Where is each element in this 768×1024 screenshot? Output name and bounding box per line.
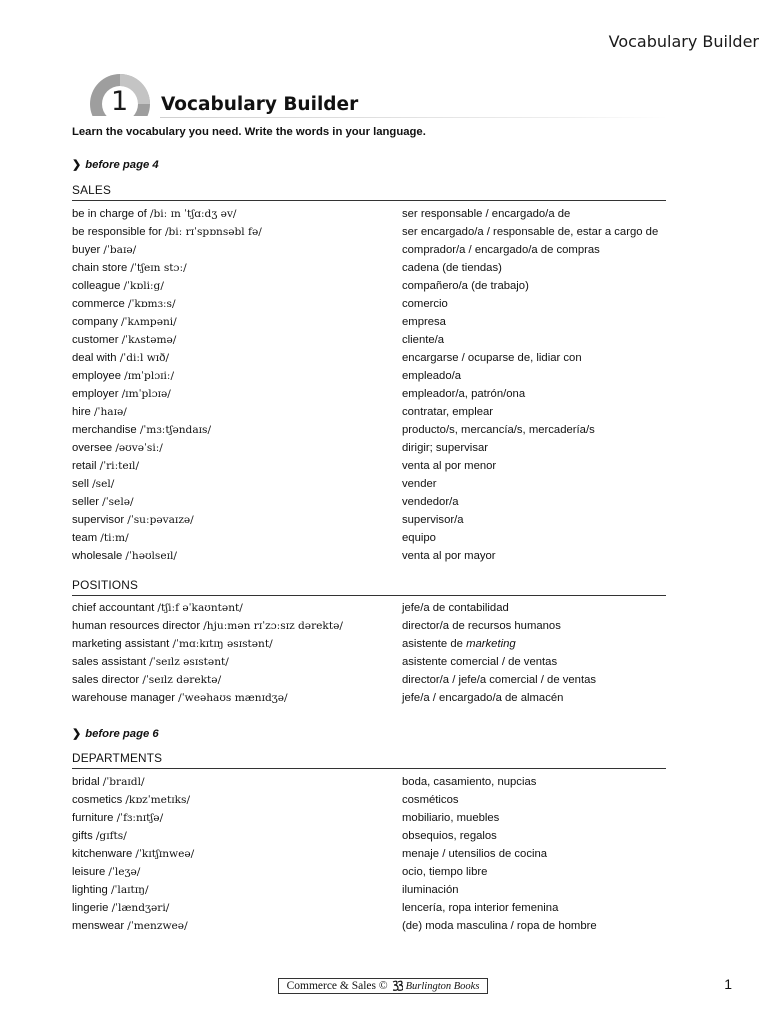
term-pronunciation: /tiːm/	[100, 532, 129, 544]
vocab-row	[72, 845, 692, 863]
vocab-row	[72, 689, 692, 707]
term-pronunciation: /ˈkʌstəmə/	[121, 334, 177, 346]
vocab-term	[72, 259, 187, 277]
vocab-row	[72, 493, 692, 511]
term-pronunciation: /ˈfɜːnɪtʃə/	[116, 812, 164, 824]
vocab-row	[72, 635, 692, 653]
term-pronunciation: /ˈweəhaʊs mænɪdʒə/	[178, 692, 288, 704]
vocab-term	[72, 599, 243, 617]
term-word: merchandise	[72, 424, 137, 436]
term-pronunciation: /gɪfts/	[95, 830, 127, 842]
term-pronunciation: /ˈdiːl wɪð/	[119, 352, 170, 364]
term-word: chain store	[72, 262, 128, 274]
term-pronunciation: /ˈtʃeɪn stɔː/	[130, 262, 187, 274]
term-pronunciation: /ˈsuːpəvaɪzə/	[127, 514, 194, 526]
term-pronunciation: /ˈkʌmpəni/	[120, 316, 177, 328]
term-pronunciation: /ˈmenzweə/	[127, 920, 188, 932]
vocab-term	[72, 475, 114, 493]
vocab-row	[72, 917, 692, 935]
vocab-row	[72, 511, 692, 529]
vocab-translation: vender	[402, 478, 437, 490]
vocab-row	[72, 599, 692, 617]
vocab-translation: venta al por mayor	[402, 550, 496, 562]
term-pronunciation: /ɪmˈplɔɪiː/	[124, 370, 175, 382]
term-word: cosmetics	[72, 794, 123, 806]
footer-book: Commerce & Sales ©	[286, 980, 388, 992]
vocab-row	[72, 385, 692, 403]
vocab-row	[72, 547, 692, 565]
term-pronunciation: /ˈleʒə/	[108, 866, 141, 878]
vocab-term	[72, 635, 273, 653]
vocab-term	[72, 403, 127, 421]
term-pronunciation: /ˈseɪlz dərektə/	[142, 674, 222, 686]
vocab-row	[72, 331, 692, 349]
term-word: leisure	[72, 866, 106, 878]
term-pronunciation: /ɪmˈplɔɪə/	[121, 388, 171, 400]
vocab-term	[72, 773, 145, 791]
vocab-row	[72, 295, 692, 313]
term-word: warehouse manager	[72, 692, 175, 704]
term-word: colleague	[72, 280, 121, 292]
vocab-translation: ocio, tiempo libre	[402, 866, 488, 878]
vocab-row	[72, 809, 692, 827]
vocab-row	[72, 223, 692, 241]
vocab-translation: equipo	[402, 532, 436, 544]
vocab-translation: asistente comercial / de ventas	[402, 656, 558, 668]
term-word: gifts	[72, 830, 93, 842]
unit-title: Vocabulary Builder	[161, 94, 359, 115]
vocab-row	[72, 671, 692, 689]
section-marker-page6	[72, 727, 159, 740]
vocab-translation: empleado/a	[402, 370, 462, 382]
term-word: oversee	[72, 442, 113, 454]
vocab-translation: supervisor/a	[402, 514, 464, 526]
vocab-translation: cadena (de tiendas)	[402, 262, 502, 274]
vocab-term	[72, 671, 221, 689]
term-word: commerce	[72, 298, 125, 310]
term-word: supervisor	[72, 514, 125, 526]
term-pronunciation: /ˈriːteɪl/	[99, 460, 140, 472]
term-pronunciation: /ˈselə/	[102, 496, 134, 508]
vocab-term	[72, 493, 134, 511]
term-pronunciation: /ˈbraɪdl/	[102, 776, 145, 788]
vocab-term	[72, 385, 171, 403]
vocab-term	[72, 689, 288, 707]
term-pronunciation: /kɒzˈmetɪks/	[125, 794, 191, 806]
vocab-translation	[402, 635, 516, 653]
term-pronunciation: /ˈkɒmɜːs/	[127, 298, 176, 310]
vocab-term	[72, 511, 194, 529]
term-word: deal with	[72, 352, 117, 364]
term-word: be in charge of	[72, 208, 147, 220]
chevron-right-icon: ❯	[72, 159, 82, 171]
page-number: 1	[724, 976, 732, 992]
vocab-row	[72, 349, 692, 367]
term-word: wholesale	[72, 550, 123, 562]
term-pronunciation: /ˈseɪlz əsɪstənt/	[149, 656, 229, 668]
vocab-row	[72, 457, 692, 475]
vocab-translation: mobiliario, muebles	[402, 812, 500, 824]
term-word: bridal	[72, 776, 100, 788]
running-head: Vocabulary Builder	[608, 32, 759, 51]
vocab-term	[72, 547, 177, 565]
vocab-term	[72, 349, 169, 367]
instructions: Learn the vocabulary you need. Write the words in your language.	[72, 126, 426, 138]
burlington-logo-icon	[391, 980, 403, 992]
vocab-term	[72, 313, 177, 331]
vocab-row	[72, 241, 692, 259]
vocab-translation: obsequios, regalos	[402, 830, 497, 842]
term-word: kitchenware	[72, 848, 133, 860]
vocab-translation: director/a / jefe/a comercial / de ventas	[402, 674, 597, 686]
term-pronunciation: /ˈkɪtʃɪnweə/	[135, 848, 195, 860]
vocab-row	[72, 791, 692, 809]
section-marker-page4	[72, 158, 159, 171]
vocab-term	[72, 367, 174, 385]
vocab-term	[72, 617, 343, 635]
vocab-translation: dirigir; supervisar	[402, 442, 489, 454]
vocab-term	[72, 223, 262, 241]
vocab-row	[72, 529, 692, 547]
marker-label: before page 4	[85, 159, 159, 171]
term-pronunciation: /ˈmɜːtʃəndaɪs/	[139, 424, 212, 436]
vocab-term	[72, 863, 140, 881]
vocab-row	[72, 827, 692, 845]
vocab-row	[72, 259, 692, 277]
term-pronunciation: /ˈbaɪə/	[103, 244, 137, 256]
term-word: lighting	[72, 884, 108, 896]
vocab-row	[72, 863, 692, 881]
term-word: lingerie	[72, 902, 109, 914]
term-word: company	[72, 316, 118, 328]
term-word: retail	[72, 460, 97, 472]
vocab-term	[72, 529, 129, 547]
vocab-term	[72, 653, 229, 671]
vocab-row	[72, 773, 692, 791]
vocab-term	[72, 809, 163, 827]
vocab-row	[72, 439, 692, 457]
vocab-translation: (de) moda masculina / ropa de hombre	[402, 920, 597, 932]
term-pronunciation: /ˈhəʊlseɪl/	[125, 550, 177, 562]
term-word: be responsible for	[72, 226, 162, 238]
unit-number: 1	[111, 86, 129, 117]
term-word: sell	[72, 478, 89, 490]
vocab-row	[72, 313, 692, 331]
vocab-translation: empleador/a, patrón/ona	[402, 388, 526, 400]
translation-emphasis: marketing	[466, 638, 516, 650]
section-heading-positions: POSITIONS	[72, 578, 666, 596]
term-word: furniture	[72, 812, 114, 824]
term-pronunciation: /ˈlaɪtɪŋ/	[110, 884, 149, 896]
term-pronunciation: /biː rɪˈspɒnsəbl fə/	[164, 226, 262, 238]
term-word: hire	[72, 406, 91, 418]
vocab-translation: vendedor/a	[402, 496, 459, 508]
term-pronunciation: /hjuːmən rɪˈzɔːsɪz dərektə/	[203, 620, 343, 632]
term-pronunciation: /sel/	[92, 478, 115, 490]
vocab-term	[72, 331, 176, 349]
word-list-departments	[72, 773, 692, 935]
vocab-term	[72, 205, 237, 223]
footer-publisher: Burlington Books	[405, 980, 480, 992]
vocab-translation: empresa	[402, 316, 446, 328]
footer-box	[278, 978, 488, 994]
vocab-row	[72, 899, 692, 917]
term-pronunciation: /ˈlændʒəri/	[111, 902, 170, 914]
term-pronunciation: /ˈmɑːkɪtɪŋ əsɪstənt/	[172, 638, 273, 650]
vocab-translation: lencería, ropa interior femenina	[402, 902, 559, 914]
vocab-term	[72, 439, 163, 457]
term-word: employee	[72, 370, 121, 382]
term-word: chief accountant	[72, 602, 155, 614]
vocab-translation: boda, casamiento, nupcias	[402, 776, 537, 788]
term-pronunciation: /əʊvəˈsiː/	[115, 442, 163, 454]
vocab-translation: iluminación	[402, 884, 459, 896]
vocab-row	[72, 617, 692, 635]
translation-text: asistente de	[402, 638, 467, 650]
term-word: customer	[72, 334, 119, 346]
chevron-right-icon: ❯	[72, 728, 82, 740]
vocab-term	[72, 827, 127, 845]
vocab-row	[72, 403, 692, 421]
vocab-row	[72, 205, 692, 223]
term-pronunciation: /ˈhaɪə/	[93, 406, 127, 418]
term-word: human resources director	[72, 620, 201, 632]
vocab-term	[72, 241, 136, 259]
term-word: seller	[72, 496, 99, 508]
vocab-translation: ser encargado/a / responsable de, estar a cargo de	[402, 226, 659, 238]
vocab-term	[72, 899, 169, 917]
vocab-term	[72, 457, 139, 475]
vocab-term	[72, 845, 194, 863]
vocab-translation: venta al por menor	[402, 460, 497, 472]
vocab-translation: comprador/a / encargado/a de compras	[402, 244, 600, 256]
vocab-translation: jefe/a de contabilidad	[402, 602, 509, 614]
vocab-translation: contratar, emplear	[402, 406, 494, 418]
vocab-term	[72, 277, 164, 295]
title-rule	[160, 117, 668, 118]
vocab-row	[72, 277, 692, 295]
term-word: marketing assistant	[72, 638, 170, 650]
term-word: sales director	[72, 674, 140, 686]
vocab-row	[72, 367, 692, 385]
term-word: sales assistant	[72, 656, 147, 668]
section-heading-sales: SALES	[72, 183, 666, 201]
vocab-term	[72, 881, 149, 899]
vocab-term	[72, 791, 190, 809]
term-pronunciation: /tʃiːf əˈkaʊntənt/	[157, 602, 243, 614]
vocab-row	[72, 881, 692, 899]
word-list-positions	[72, 599, 692, 707]
vocab-row	[72, 653, 692, 671]
term-word: team	[72, 532, 98, 544]
term-pronunciation: /biː ɪn ˈtʃɑːdʒ əv/	[149, 208, 237, 220]
marker-label: before page 6	[85, 728, 159, 740]
vocab-row	[72, 421, 692, 439]
term-word: menswear	[72, 920, 125, 932]
vocab-translation: ser responsable / encargado/a de	[402, 208, 571, 220]
vocab-term	[72, 917, 188, 935]
vocab-translation: compañero/a (de trabajo)	[402, 280, 529, 292]
term-word: employer	[72, 388, 119, 400]
vocab-term	[72, 421, 211, 439]
vocab-translation: jefe/a / encargado/a de almacén	[402, 692, 564, 704]
term-word: buyer	[72, 244, 101, 256]
vocab-translation: menaje / utensilios de cocina	[402, 848, 548, 860]
vocab-translation: encargarse / ocuparse de, lidiar con	[402, 352, 582, 364]
vocab-translation: comercio	[402, 298, 448, 310]
vocab-row	[72, 475, 692, 493]
term-pronunciation: /ˈkɒliːg/	[123, 280, 164, 292]
vocab-term	[72, 295, 176, 313]
vocab-translation: producto/s, mercancía/s, mercadería/s	[402, 424, 595, 436]
word-list-sales	[72, 205, 692, 565]
vocab-translation: director/a de recursos humanos	[402, 620, 561, 632]
vocab-translation: cliente/a	[402, 334, 445, 346]
section-heading-departments: DEPARTMENTS	[72, 751, 666, 769]
vocab-translation: cosméticos	[402, 794, 459, 806]
